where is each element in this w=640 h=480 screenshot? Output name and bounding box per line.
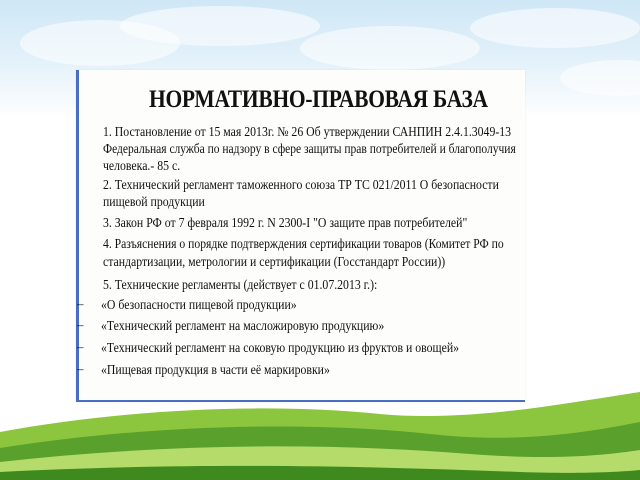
document-scan <box>76 70 525 402</box>
list-dash: – <box>77 339 84 354</box>
list-item: «Технический регламент на масложировую продукцию» <box>101 318 385 333</box>
text-line: 3. Закон РФ от 7 февраля 1992 г. N 2300-I "О защите прав потребителей" <box>103 215 468 230</box>
text-line: 4. Разъяснения о порядке подтверждения сертификации товаров (Комитет РФ по <box>103 236 504 251</box>
text-line: стандартизации, метрологии и сертификации (Госстандарт России)) <box>103 254 446 269</box>
list-item: «О безопасности пищевой продукции» <box>101 297 297 312</box>
cloud <box>560 60 640 96</box>
grass-decoration <box>0 392 640 480</box>
cloud <box>120 6 320 46</box>
cloud <box>300 26 480 70</box>
list-item: «Технический регламент на соковую продукцию из фруктов и овощей» <box>101 340 460 355</box>
text-line: 2. Технический регламент таможенного союза ТР ТС 021/2011 О безопасности <box>103 177 499 192</box>
text-line: человека.- 85 с. <box>103 158 181 173</box>
text-line: 5. Технические регламенты (действует с 01.07.2013 г.): <box>103 277 378 292</box>
text-line: Федеральная служба по надзору в сфере защиты прав потребителей и благополучия <box>103 141 516 156</box>
list-item: «Пищевая продукция в части её маркировки» <box>101 362 330 377</box>
list-dash: – <box>77 296 84 311</box>
text-line: 1. Постановление от 15 мая 2013г. № 26 Об утверждении САНПИН 2.4.1.3049-13 <box>103 124 512 139</box>
list-dash: – <box>77 361 84 376</box>
list-dash: – <box>77 317 84 332</box>
cloud <box>470 8 640 48</box>
document-title: НОРМАТИВНО-ПРАВОВАЯ БАЗА <box>149 86 488 113</box>
text-line: пищевой продукции <box>103 194 205 209</box>
